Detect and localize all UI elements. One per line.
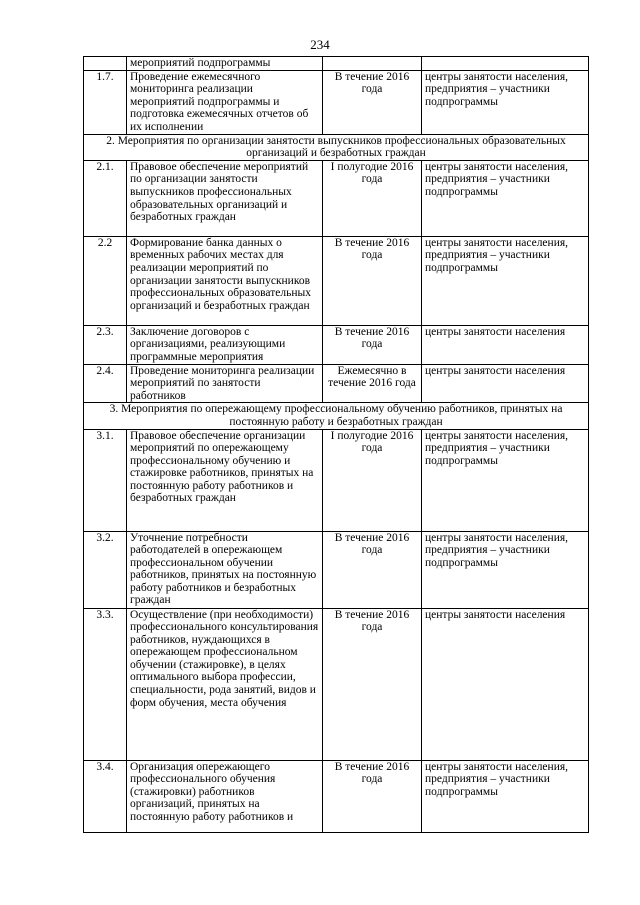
row-term-cell: В течение 2016 года bbox=[323, 760, 422, 832]
row-term-cell: I полугодие 2016 года bbox=[323, 429, 422, 531]
row-exec-cell: центры занятости населения, предприятия – участники подпрограммы bbox=[422, 429, 589, 531]
measures-table bbox=[83, 56, 589, 833]
row-text-cell: Формирование банка данных о временных рабочих местах для реализации мероприятий по организации занятости выпускников профессиональных образовательных организаций и безработных граждан bbox=[127, 236, 323, 325]
row-exec-cell: центры занятости населения, предприятия – участники подпрограммы bbox=[422, 531, 589, 608]
row-exec-cell: центры занятости населения bbox=[422, 364, 589, 403]
row-exec-cell bbox=[422, 57, 589, 71]
row-number-cell: 3.1. bbox=[84, 429, 127, 531]
row-exec-cell: центры занятости населения, предприятия – участники подпрограммы bbox=[422, 70, 589, 134]
table-row bbox=[84, 325, 589, 364]
row-number-cell: 2.2 bbox=[84, 236, 127, 325]
row-exec-cell: центры занятости населения bbox=[422, 608, 589, 760]
table-row bbox=[84, 57, 589, 71]
table-row bbox=[84, 608, 589, 760]
section-title: 2. Мероприятия по организации занятости выпускников профессиональных образовательных организаций и безработных граждан bbox=[84, 134, 589, 160]
page-number: 234 bbox=[310, 37, 330, 52]
row-text-cell: Уточнение потребности работодателей в опережающем профессиональном обучении работников, принятых на постоянную работу работников и безработных граждан bbox=[127, 531, 323, 608]
row-term-cell: I полугодие 2016 года bbox=[323, 160, 422, 236]
row-term-cell: В течение 2016 года bbox=[323, 608, 422, 760]
row-term-cell: В течение 2016 года bbox=[323, 236, 422, 325]
row-number-cell: 2.1. bbox=[84, 160, 127, 236]
table-row bbox=[84, 236, 589, 325]
row-exec-cell: центры занятости населения, предприятия – участники подпрограммы bbox=[422, 236, 589, 325]
row-term-cell: В течение 2016 года bbox=[323, 325, 422, 364]
section-header-row bbox=[84, 403, 589, 429]
row-text-cell: Правовое обеспечение мероприятий по организации занятости выпускников профессиональных образовательных организаций и безработных граждан bbox=[127, 160, 323, 236]
row-term-cell: В течение 2016 года bbox=[323, 531, 422, 608]
row-term-cell bbox=[323, 57, 422, 71]
table-row bbox=[84, 70, 589, 134]
row-number-cell: 2.4. bbox=[84, 364, 127, 403]
table-row bbox=[84, 160, 589, 236]
row-term-cell: Ежемесячно в течение 2016 года bbox=[323, 364, 422, 403]
table-row bbox=[84, 364, 589, 403]
row-number-cell: 3.3. bbox=[84, 608, 127, 760]
row-text-cell: Проведение ежемесячного мониторинга реализации мероприятий подпрограммы и подготовка ежемесячных отчетов об их исполнении bbox=[127, 70, 323, 134]
row-exec-cell: центры занятости населения bbox=[422, 325, 589, 364]
row-term-cell: В течение 2016 года bbox=[323, 70, 422, 134]
row-exec-cell: центры занятости населения, предприятия – участники подпрограммы bbox=[422, 160, 589, 236]
row-text-cell: Проведение мониторинга реализации мероприятий по занятости работников bbox=[127, 364, 323, 403]
section-title: 3. Мероприятия по опережающему профессиональному обучению работников, принятых на постоянную работу и безработных граждан bbox=[84, 403, 589, 429]
row-number-cell bbox=[84, 57, 127, 71]
row-exec-cell: центры занятости населения, предприятия – участники подпрограммы bbox=[422, 760, 589, 832]
table-row bbox=[84, 760, 589, 832]
row-text-cell: мероприятий подпрограммы bbox=[127, 57, 323, 71]
row-text-cell: Правовое обеспечение организации мероприятий по опережающему профессиональному обучению и стажировке работников, принятых на постоянную работу работников и безработных граждан bbox=[127, 429, 323, 531]
row-number-cell: 3.4. bbox=[84, 760, 127, 832]
row-number-cell: 3.2. bbox=[84, 531, 127, 608]
row-text-cell: Заключение договоров с организациями, реализующими программные мероприятия bbox=[127, 325, 323, 364]
row-text-cell: Организация опережающего профессионального обучения (стажировки) работников организаций, принятых на постоянную работу работников и bbox=[127, 760, 323, 832]
table-row bbox=[84, 429, 589, 531]
row-text-cell: Осуществление (при необходимости) профессионального консультирования работников, нуждающихся в опережающем профессиональном обучении (стажировке), в целях оптимального выбора профессии, специальности, рода занятий, видов и форм обучения, места обучения bbox=[127, 608, 323, 760]
row-number-cell: 2.3. bbox=[84, 325, 127, 364]
table-row bbox=[84, 531, 589, 608]
section-header-row bbox=[84, 134, 589, 160]
row-number-cell: 1.7. bbox=[84, 70, 127, 134]
